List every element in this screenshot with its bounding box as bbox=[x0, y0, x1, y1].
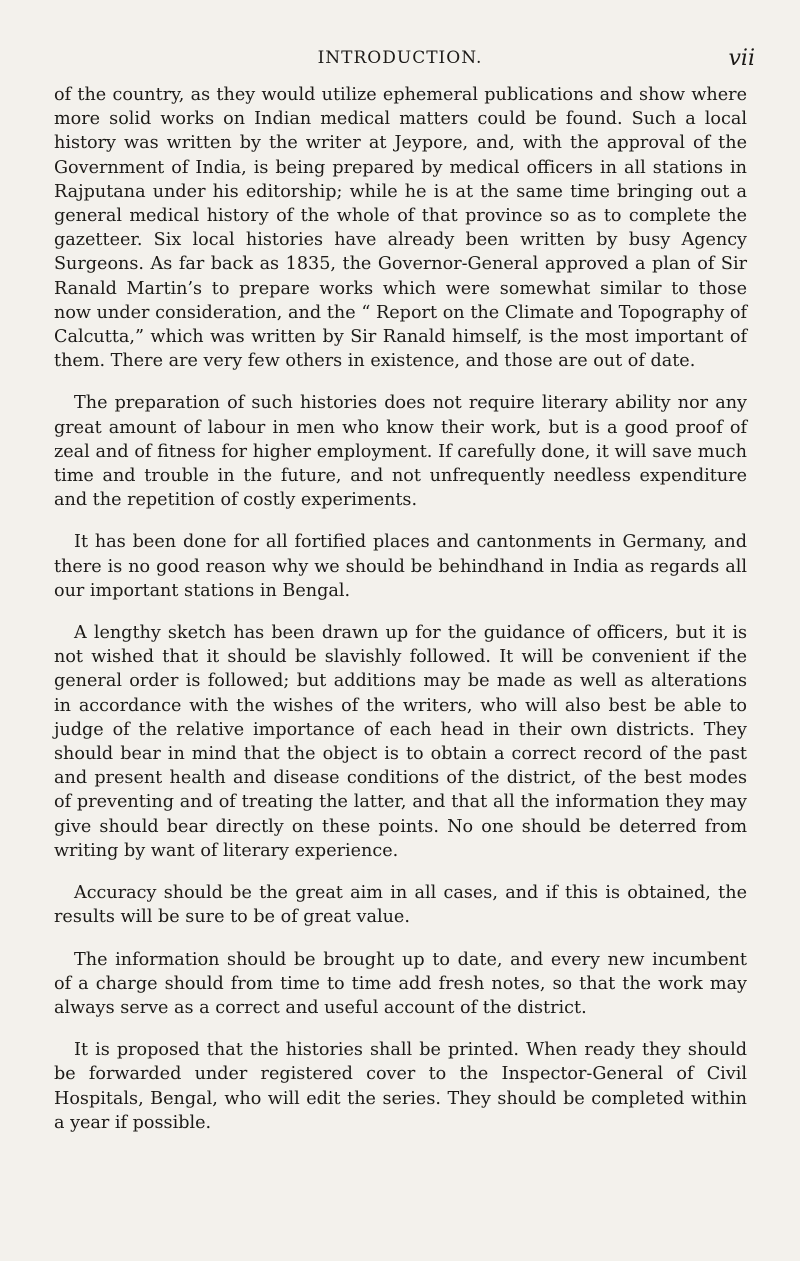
paragraph: The preparation of such histories does not require literary ability nor any great amount of labour in men who know their work, but is a good proof of zeal and of fitness for higher employment. If carefully done, it will save much time and trouble in the future, and not unfrequently needless expenditure and the repetition of costly experiments. bbox=[54, 393, 747, 511]
paragraph: The information should be brought up to date, and every new incumbent of a charge should from time to time add fresh notes, so that the work may always serve as a correct and useful account of the district. bbox=[54, 949, 747, 1018]
running-title: INTRODUCTION. bbox=[317, 48, 483, 68]
paragraph: It is proposed that the histories shall be printed. When ready they should be forwarded under registered cover to the Inspector-General of Civil Hospitals, Bengal, who will edit the series. They should be completed within a year if possible. bbox=[54, 1040, 747, 1133]
page-number: vii bbox=[728, 46, 755, 71]
paragraph: A lengthy sketch has been drawn up for the guidance of officers, but it is not wished that it should be slavishly followed. It will be convenient if the general order is followed; but additions may be made as well as alterations in accordance with the wishes of the writers, who will also best be able to judge of the relative importance of each head in their own districts. They should bear in mind that the object is to obtain a correct record of the past and present health and disease conditions of the district, of the best modes of preventing and of treating the latter, and that all the information they may give should bear directly on these points. No one should be deterred from writing by want of literary experience. bbox=[54, 623, 747, 861]
paragraph-continued: of the country, as they would utilize ephemeral publications and show where more solid works on Indian medical matters could be found. Such a local history was written by the writer at Jeypore, and, with the approval of the Government of India, is being prepared by medical officers in all stations in Rajputana under his editorship; while he is at the same time bringing out a general medical history of the whole of that province so as to complete the gazetteer. Six local histories have already been written by busy Agency Surgeons. As far back as 1835, the Governor-General approved a plan of Sir Ranald Martin’s to prepare works which were somewhat similar to those now under consideration, and the “ Report on the Climate and Topography of Calcutta,” which was written by Sir Ranald himself, is the most important of them. There are very few others in existence, and those are out of date. bbox=[54, 85, 747, 372]
paragraph: It has been done for all fortified places and cantonments in Germany, and there is no good reason why we should be behindhand in India as regards all our important stations in Bengal. bbox=[54, 532, 747, 601]
running-head bbox=[0, 46, 800, 72]
paragraph: Accuracy should be the great aim in all cases, and if this is obtained, the results will be sure to be of great value. bbox=[54, 883, 747, 928]
body-text bbox=[54, 83, 747, 1153]
